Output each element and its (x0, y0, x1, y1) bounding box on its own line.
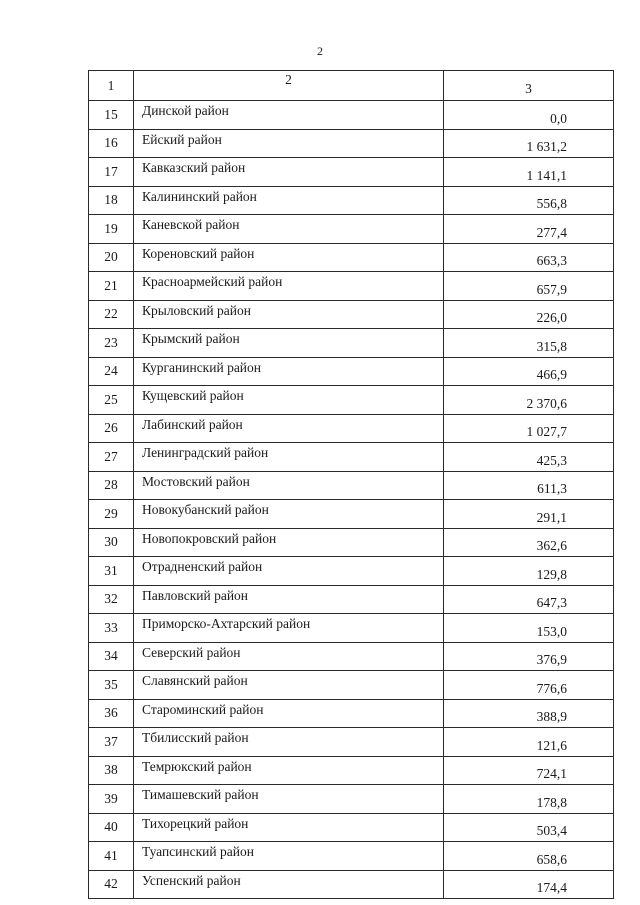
district-name-cell: Туапсинский район (134, 842, 444, 871)
row-number-cell: 39 (89, 785, 134, 814)
column-header-1: 1 (89, 71, 134, 101)
row-number-cell: 27 (89, 443, 134, 472)
column-header-2: 2 (134, 71, 444, 101)
row-number-cell: 32 (89, 585, 134, 614)
value-cell: 503,4 (444, 813, 614, 842)
district-name-cell: Мостовский район (134, 471, 444, 500)
table-row (89, 614, 614, 643)
district-name-cell: Кореновский район (134, 243, 444, 272)
value-cell: 1 027,7 (444, 414, 614, 443)
value-cell: 2 370,6 (444, 386, 614, 415)
row-number-cell: 34 (89, 642, 134, 671)
table-row (89, 642, 614, 671)
value-cell: 376,9 (444, 642, 614, 671)
district-name-cell: Отрадненский район (134, 557, 444, 586)
table-row (89, 699, 614, 728)
value-cell: 611,3 (444, 471, 614, 500)
district-name-cell: Курганинский район (134, 357, 444, 386)
value-cell: 466,9 (444, 357, 614, 386)
value-cell: 1 631,2 (444, 129, 614, 158)
table-row (89, 443, 614, 472)
table-row (89, 414, 614, 443)
districts-table (88, 70, 614, 899)
value-cell: 388,9 (444, 699, 614, 728)
district-name-cell: Тбилисский район (134, 728, 444, 757)
value-cell: 121,6 (444, 728, 614, 757)
table-row (89, 471, 614, 500)
row-number-cell: 30 (89, 528, 134, 557)
value-cell: 647,3 (444, 585, 614, 614)
table-header-row (89, 71, 614, 101)
row-number-cell: 16 (89, 129, 134, 158)
row-number-cell: 24 (89, 357, 134, 386)
row-number-cell: 20 (89, 243, 134, 272)
table-row (89, 842, 614, 871)
row-number-cell: 37 (89, 728, 134, 757)
table-row (89, 728, 614, 757)
district-name-cell: Приморско-Ахтарский район (134, 614, 444, 643)
value-cell: 663,3 (444, 243, 614, 272)
value-cell: 178,8 (444, 785, 614, 814)
table-row (89, 585, 614, 614)
row-number-cell: 25 (89, 386, 134, 415)
table-body (89, 71, 614, 899)
value-cell: 153,0 (444, 614, 614, 643)
table-row (89, 813, 614, 842)
table-row (89, 756, 614, 785)
district-name-cell: Крыловский район (134, 300, 444, 329)
row-number-cell: 35 (89, 671, 134, 700)
table-row (89, 557, 614, 586)
row-number-cell: 19 (89, 215, 134, 244)
table-row (89, 500, 614, 529)
table-row (89, 186, 614, 215)
district-name-cell: Староминский район (134, 699, 444, 728)
table-row (89, 870, 614, 899)
row-number-cell: 42 (89, 870, 134, 899)
table-row (89, 357, 614, 386)
row-number-cell: 31 (89, 557, 134, 586)
value-cell: 315,8 (444, 329, 614, 358)
table-row (89, 158, 614, 187)
value-cell: 277,4 (444, 215, 614, 244)
district-name-cell: Тимашевский район (134, 785, 444, 814)
row-number-cell: 29 (89, 500, 134, 529)
district-name-cell: Тихорецкий район (134, 813, 444, 842)
column-header-3: 3 (444, 71, 614, 101)
district-name-cell: Павловский район (134, 585, 444, 614)
row-number-cell: 28 (89, 471, 134, 500)
value-cell: 362,6 (444, 528, 614, 557)
value-cell: 0,0 (444, 101, 614, 130)
district-name-cell: Славянский район (134, 671, 444, 700)
value-cell: 658,6 (444, 842, 614, 871)
value-cell: 556,8 (444, 186, 614, 215)
page-number: 2 (317, 44, 323, 58)
row-number-cell: 22 (89, 300, 134, 329)
row-number-cell: 40 (89, 813, 134, 842)
table-row (89, 243, 614, 272)
value-cell: 226,0 (444, 300, 614, 329)
row-number-cell: 18 (89, 186, 134, 215)
district-name-cell: Новокубанский район (134, 500, 444, 529)
district-name-cell: Крымский район (134, 329, 444, 358)
value-cell: 129,8 (444, 557, 614, 586)
table-row (89, 671, 614, 700)
district-name-cell: Каневской район (134, 215, 444, 244)
district-name-cell: Красноармейский район (134, 272, 444, 301)
table-row (89, 101, 614, 130)
row-number-cell: 17 (89, 158, 134, 187)
district-name-cell: Северский район (134, 642, 444, 671)
district-name-cell: Динской район (134, 101, 444, 130)
table-row (89, 386, 614, 415)
value-cell: 1 141,1 (444, 158, 614, 187)
row-number-cell: 15 (89, 101, 134, 130)
row-number-cell: 33 (89, 614, 134, 643)
table-row (89, 300, 614, 329)
row-number-cell: 38 (89, 756, 134, 785)
district-name-cell: Ейский район (134, 129, 444, 158)
row-number-cell: 41 (89, 842, 134, 871)
value-cell: 724,1 (444, 756, 614, 785)
row-number-cell: 23 (89, 329, 134, 358)
district-name-cell: Ленинградский район (134, 443, 444, 472)
row-number-cell: 36 (89, 699, 134, 728)
district-name-cell: Лабинский район (134, 414, 444, 443)
value-cell: 174,4 (444, 870, 614, 899)
value-cell: 657,9 (444, 272, 614, 301)
table-row (89, 528, 614, 557)
district-name-cell: Новопокровский район (134, 528, 444, 557)
table-row (89, 272, 614, 301)
table-row (89, 785, 614, 814)
district-name-cell: Кущевский район (134, 386, 444, 415)
district-name-cell: Темрюкский район (134, 756, 444, 785)
value-cell: 776,6 (444, 671, 614, 700)
district-name-cell: Успенский район (134, 870, 444, 899)
value-cell: 425,3 (444, 443, 614, 472)
row-number-cell: 26 (89, 414, 134, 443)
table-row (89, 215, 614, 244)
table-row (89, 329, 614, 358)
table-row (89, 129, 614, 158)
district-name-cell: Калининский район (134, 186, 444, 215)
value-cell: 291,1 (444, 500, 614, 529)
row-number-cell: 21 (89, 272, 134, 301)
district-name-cell: Кавказский район (134, 158, 444, 187)
